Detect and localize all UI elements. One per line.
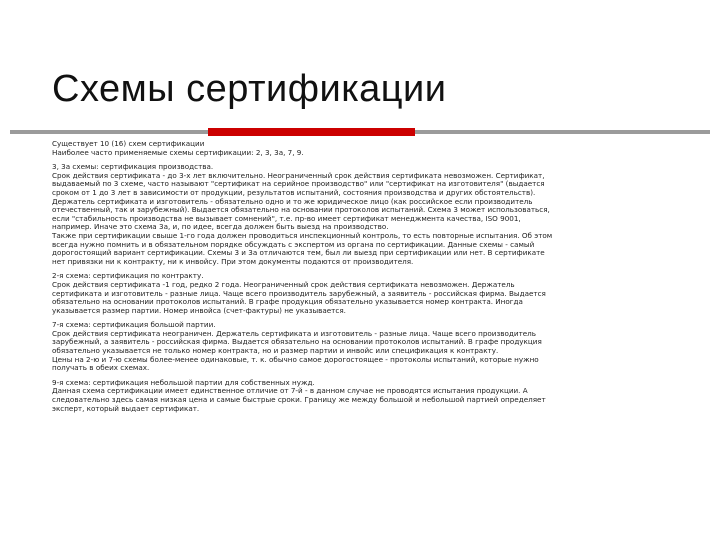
title-rule-left <box>10 130 208 134</box>
paragraph-scheme-9 <box>52 379 672 413</box>
text-line: 9-я схема: сертификация небольшой партии для собственных нужд. <box>52 377 315 387</box>
text-line: дорогостоящий вариант сертификации. Схемы 3 и 3а отличаются тем, был ли выезд при сертификации или нет. В сертификате <box>52 248 545 258</box>
text-line: обязательно указывается не только номер контракта, но и размер партии и инвойс или спецификация к контракту. <box>52 346 499 356</box>
text-line: 2-я схема: сертификация по контракту. <box>52 271 204 281</box>
text-line: сроком от 1 до 3 лет в зависимости от продукции, результатов испытаний, состояния производства и других обстоятельств). <box>52 187 536 197</box>
text-line: Цены на 2-ю и 7-ю схемы более-менее одинаковые, т. к. обычно самое дорогостоящее - протоколы испытаний, которые нужно <box>52 354 539 364</box>
text-line: например. Иначе это схема 3а, и, по идее, всегда должен быть выезд на производство. <box>52 222 389 232</box>
text-line: Данная схема сертификации имеет единственное отличие от 7-й - в данном случае не проводятся испытания продукции. А <box>52 386 528 396</box>
text-line: 7-я схема: сертификация большой партии. <box>52 320 216 330</box>
paragraph-scheme-7 <box>52 321 672 373</box>
paragraph-scheme-2 <box>52 272 672 315</box>
title-rule-right <box>415 130 710 134</box>
slide-body <box>52 140 672 419</box>
text-line: Наиболее часто применяемые схемы сертификации: 2, 3, 3а, 7, 9. <box>52 147 304 157</box>
text-line: следовательно здесь самая низкая цена и самые быстрые сроки. Границу же между большой и небольшой партией определяет <box>52 395 546 405</box>
text-line: Существует 10 (16) схем сертификации <box>52 139 205 148</box>
text-line: отечественный, так и зарубежный). Выдается обязательно на основании протоколов испытаний. Схема 3 может использоваться, <box>52 205 550 215</box>
paragraph-scheme-3 <box>52 163 672 266</box>
paragraph-intro <box>52 140 672 157</box>
text-line: нет привязки ни к контракту, ни к инвойсу. При этом документы подаются от производителя. <box>52 256 414 266</box>
text-line: 3, 3а схемы: сертификация производства. <box>52 162 214 172</box>
text-line: Держатель сертификата и изготовитель - обязательно одно и то же юридическое лицо (как российское если производитель <box>52 196 533 206</box>
text-line: Срок действия сертификата -1 год, редко 2 года. Неограниченный срок действия сертификата невозможен. Держатель <box>52 279 515 289</box>
text-line: Также при сертификации свыше 1-го года должен проводиться инспекционный контроль, то есть повторные испытания. Об этом <box>52 230 553 240</box>
text-line: обязательно на основании протоколов испытаний. В графе продукция обязательно указывается номер контракта. Иногда <box>52 297 523 307</box>
text-line: Срок действия сертификата - до 3-х лет включительно. Неограниченный срок действия сертификата невозможен. Сертификат, <box>52 170 545 180</box>
slide-title: Схемы сертификации <box>52 68 447 110</box>
text-line: получать в обеих схемах. <box>52 363 150 373</box>
text-line: указывается размер партии. Номер инвойса (счет-фактуры) не указывается. <box>52 305 346 315</box>
text-line: сертификата и изготовитель - разные лица. Чаще всего производитель зарубежный, а заявитель - российская фирма. Выдается <box>52 288 546 298</box>
title-rule-accent <box>208 128 415 136</box>
text-line: если "стабильность производства не вызывает сомнений", т.е. пр-во имеет сертификат менеджмента качества, ISO 9001, <box>52 213 521 223</box>
text-line: Срок действия сертификата неограничен. Держатель сертификата и изготовитель - разные лица. Чаще всего производитель <box>52 328 537 338</box>
text-line: зарубежный, а заявитель - российская фирма. Выдается обязательно на основании протоколов испытаний. В графе продукция <box>52 337 542 347</box>
text-line: эксперт, который выдает сертификат. <box>52 403 200 413</box>
text-line: выдаваемый по 3 схеме, часто называют "сертификат на серийное производство" или "сертификат на изготовителя" (выдается <box>52 179 545 189</box>
text-line: всегда нужно помнить и в обязательном порядке обсуждать с экспертом из органа по сертификации. Данные схемы - самый <box>52 239 535 249</box>
